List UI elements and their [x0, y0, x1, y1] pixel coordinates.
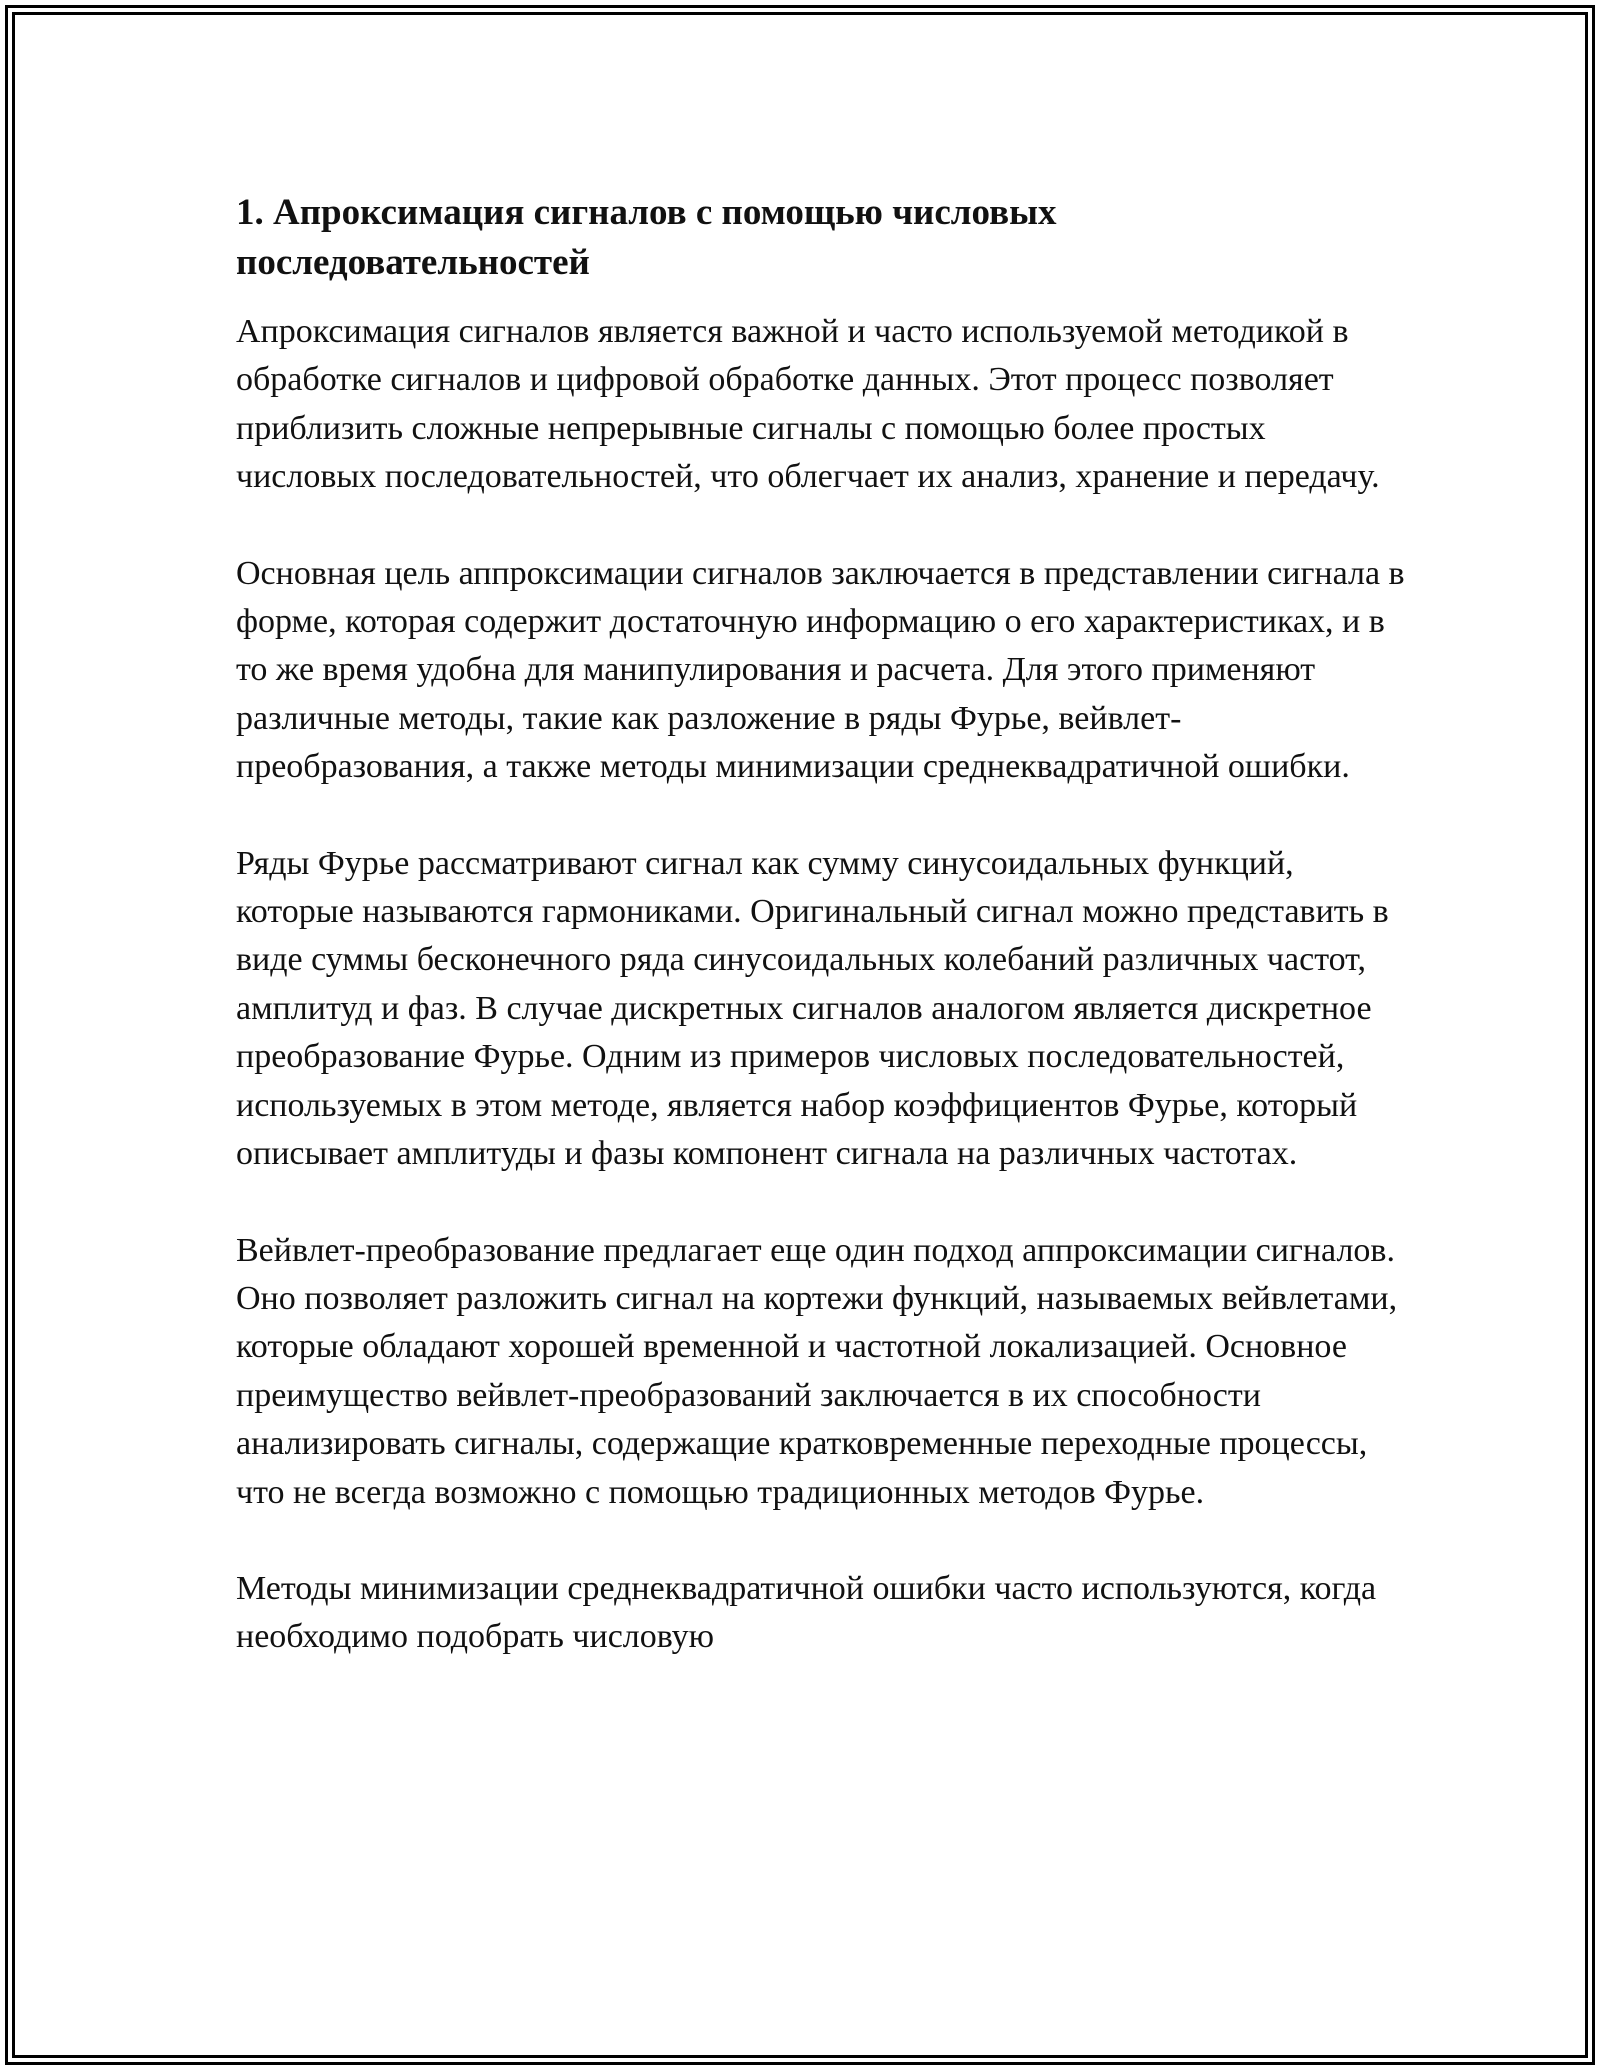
section-heading: 1. Апроксимация сигналов с помощью числовых последовательностей: [236, 192, 1057, 283]
paragraph-fourier: Ряды Фурье рассматривают сигнал как сумму синусоидальных функций, которые называются гармониками. Оригинальный сигнал можно представить в виде суммы бесконечного ряда синусоидальных колебаний различных частот, амплитуд и фаз. В случае дискретных сигналов аналогом является дискретное преобразование Фурье. Одним из примеров числовых последовательностей, используемых в этом методе, является набор коэффициентов Фурье, который описывает амплитуды и фазы компонент сигнала на различных частотах.: [236, 844, 1389, 1173]
paragraph-goal: Основная цель аппроксимации сигналов заключается в представлении сигнала в форме, которая содержит достаточную информацию о его характеристиках, и в то же время удобна для манипулирования и расчета. Для этого применяют различные методы, такие как разложение в ряды Фурье, вейвлет-преобразования, а также методы минимизации среднеквадратичной ошибки.: [236, 554, 1405, 786]
document-body: [236, 188, 1406, 1710]
paragraph-mse: Методы минимизации среднеквадратичной ошибки часто используются, когда необходимо подобрать числовую: [236, 1569, 1377, 1656]
paragraph-wavelet: Вейвлет-преобразование предлагает еще один подход аппроксимации сигналов. Оно позволяет разложить сигнал на кортежи функций, называемых вейвлетами, которые обладают хорошей временной и частотной локализацией. Основное преимущество вейвлет-преобразований заключается в их способности анализировать сигналы, содержащие кратковременные переходные процессы, что не всегда возможно с помощью традиционных методов Фурье.: [236, 1231, 1398, 1511]
paragraph-intro: Апроксимация сигналов является важной и часто используемой методикой в обработке сигналов и цифровой обработке данных. Этот процесс позволяет приблизить сложные непрерывные сигналы с помощью более простых числовых последовательностей, что облегчает их анализ, хранение и передачу.: [236, 313, 1380, 496]
